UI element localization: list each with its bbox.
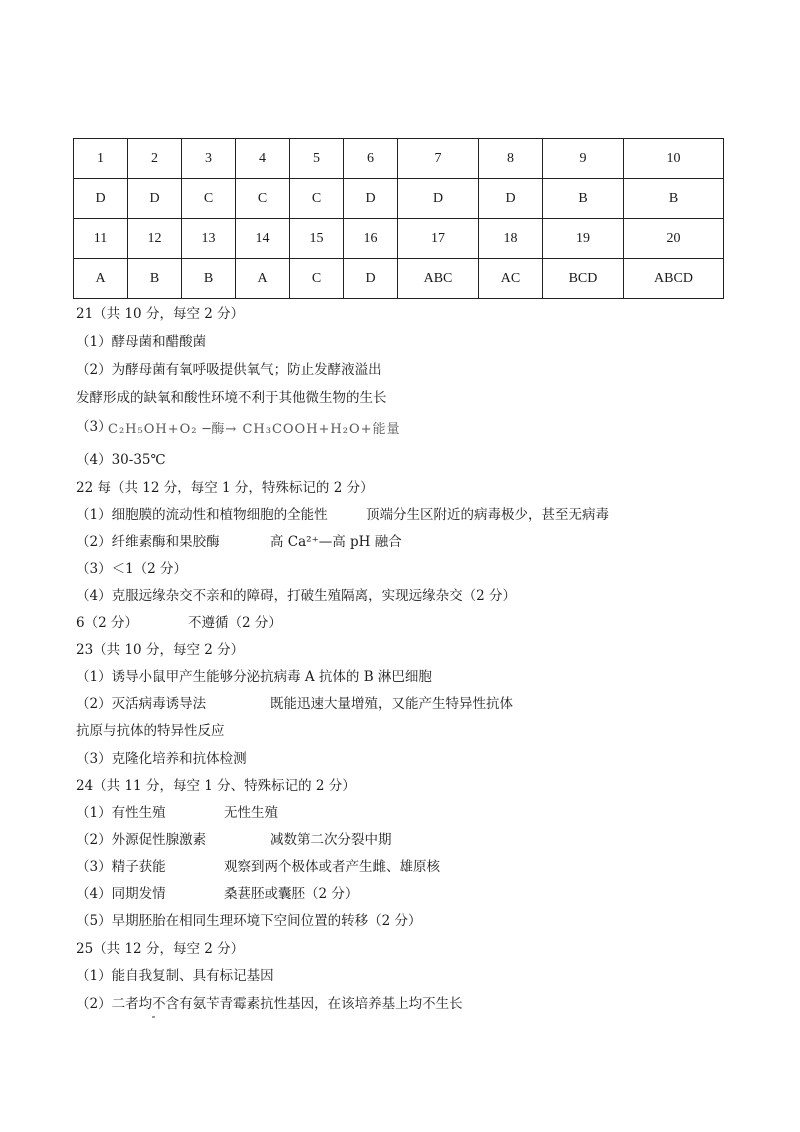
q22-answer-1-right: 顶端分生区附近的病毒极少，甚至无病毒 xyxy=(366,507,609,523)
table-cell: 5 xyxy=(290,139,344,179)
q21-answer-2-continued: 发酵形成的缺氧和酸性环境不利于其他微生物的生长 xyxy=(76,390,387,406)
table-cell: D xyxy=(398,179,479,219)
q24-answer-3-left: （3）精子获能 xyxy=(76,859,166,875)
table-cell: C xyxy=(290,259,344,299)
table-cell: B xyxy=(128,259,182,299)
table-cell: 12 xyxy=(128,219,182,259)
table-cell: 15 xyxy=(290,219,344,259)
table-cell: D xyxy=(479,179,543,219)
q24-answer-4-left: （4）同期发情 xyxy=(76,886,166,902)
table-cell: A xyxy=(74,259,128,299)
q24-header: 24（共 11 分，每空 1 分、特殊标记的 2 分） xyxy=(76,778,356,794)
table-cell: 20 xyxy=(624,219,724,259)
table-cell: C xyxy=(236,179,290,219)
table-row xyxy=(74,179,724,219)
table-cell: 18 xyxy=(479,219,543,259)
table-cell: 11 xyxy=(74,219,128,259)
table-cell: A xyxy=(236,259,290,299)
table-cell: C xyxy=(182,179,236,219)
q22-answer-1-left: （1）细胞膜的流动性和植物细胞的全能性 xyxy=(76,507,328,523)
q24-answer-4-right: 桑葚胚或囊胚（2 分） xyxy=(224,886,359,902)
q22-answer-4: （4）克服远缘杂交不亲和的障碍，打破生殖隔离，实现远缘杂交（2 分） xyxy=(76,588,516,604)
q24-answer-2-right: 减数第二次分裂中期 xyxy=(270,832,392,848)
table-cell: 7 xyxy=(398,139,479,179)
table-cell: 10 xyxy=(624,139,724,179)
q21-header: 21（共 10 分，每空 2 分） xyxy=(76,306,245,322)
q21-answer-1: （1）酵母菌和醋酸菌 xyxy=(76,334,207,350)
table-cell: 13 xyxy=(182,219,236,259)
q24-answer-2-left: （2）外源促性腺激素 xyxy=(76,832,207,848)
table-cell: 6 xyxy=(344,139,398,179)
table-cell: 2 xyxy=(128,139,182,179)
q23-answer-1: （1）诱导小鼠甲产生能够分泌抗病毒 A 抗体的 B 淋巴细胞 xyxy=(76,669,432,685)
table-cell: B xyxy=(182,259,236,299)
table-cell: 3 xyxy=(182,139,236,179)
q23-answer-2-left: （2）灭活病毒诱导法 xyxy=(76,696,207,712)
table-cell: D xyxy=(344,179,398,219)
table-cell: 8 xyxy=(479,139,543,179)
table-cell: AC xyxy=(479,259,543,299)
table-cell: 16 xyxy=(344,219,398,259)
q23-answer-2-continued: 抗原与抗体的特异性反应 xyxy=(76,723,225,739)
table-cell: 4 xyxy=(236,139,290,179)
q24-answer-3-right: 观察到两个极体或者产生雌、雄原核 xyxy=(224,859,440,875)
q24-answer-1-left: （1）有性生殖 xyxy=(76,805,166,821)
q21-answer-2: （2）为酵母菌有氧呼吸提供氧气；防止发酵液溢出 xyxy=(76,362,382,378)
table-cell: D xyxy=(74,179,128,219)
table-cell: ABC xyxy=(398,259,479,299)
table-cell: 1 xyxy=(74,139,128,179)
table-row xyxy=(74,259,724,299)
q25-header: 25（共 12 分，每空 2 分） xyxy=(76,941,245,957)
q23-answer-2-right: 既能迅速大量增殖，又能产生特异性抗体 xyxy=(270,696,513,712)
answer-table xyxy=(73,138,724,299)
q22-answer-5-right: 不遵循（2 分） xyxy=(188,615,282,631)
q21-answer-4: （4）30-35℃ xyxy=(76,452,166,468)
q22-header: 22 每（共 12 分，每空 1 分，特殊标记的 2 分） xyxy=(76,480,374,496)
table-cell: BCD xyxy=(543,259,624,299)
table-cell: 14 xyxy=(236,219,290,259)
q24-answer-5: （5）早期胚胎在相同生理环境下空间位置的转移（2 分） xyxy=(76,913,422,929)
q22-answer-5-left: 6（2 分） xyxy=(76,615,138,631)
table-row xyxy=(74,139,724,179)
q24-answer-1-right: 无性生殖 xyxy=(224,805,278,821)
table-cell: ABCD xyxy=(624,259,724,299)
table-cell: 9 xyxy=(543,139,624,179)
table-cell: B xyxy=(624,179,724,219)
table-cell: B xyxy=(543,179,624,219)
q22-answer-2-left: （2）纤维素酶和果胶酶 xyxy=(76,534,220,550)
q23-header: 23（共 10 分，每空 2 分） xyxy=(76,642,245,658)
table-row xyxy=(74,219,724,259)
q22-answer-3: （3）＜1（2 分） xyxy=(76,561,188,577)
q23-answer-3: （3）克隆化培养和抗体检测 xyxy=(76,751,247,767)
scan-speck xyxy=(152,1016,155,1018)
q21-chemical-equation: C₂H₅OH+O₂ ─酶→ CH₃COOH+H₂O+能量 xyxy=(108,422,401,437)
answer-table-body xyxy=(74,139,724,299)
q21-answer-3-label: （3） xyxy=(76,419,112,435)
table-cell: 19 xyxy=(543,219,624,259)
q22-answer-2-right: 高 Ca²⁺—高 pH 融合 xyxy=(270,534,402,550)
q25-answer-1: （1）能自我复制、具有标记基因 xyxy=(76,968,274,984)
q25-answer-2: （2）二者均不含有氨苄青霉素抗性基因，在该培养基上均不生长 xyxy=(76,996,463,1012)
table-cell: C xyxy=(290,179,344,219)
table-cell: D xyxy=(344,259,398,299)
table-cell: 17 xyxy=(398,219,479,259)
table-cell: D xyxy=(128,179,182,219)
